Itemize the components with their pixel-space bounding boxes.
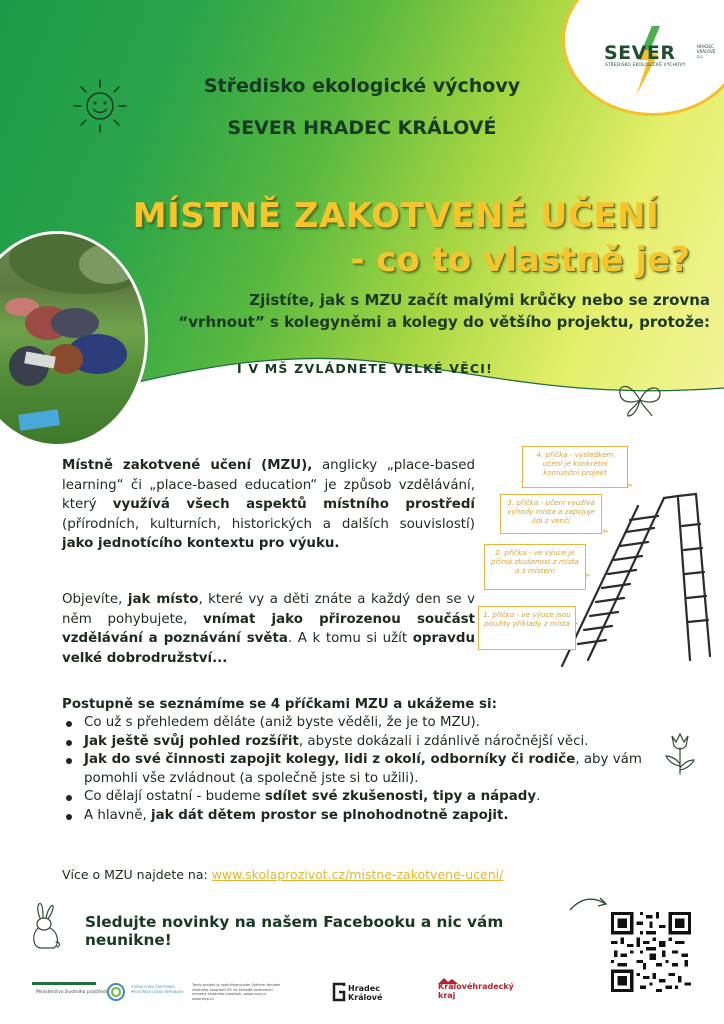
rabbit-icon (26, 902, 66, 952)
qr-code[interactable] (611, 912, 691, 992)
discover-text2: , které vy a děti znáte a každý den se v něm pohybujete, (62, 592, 475, 627)
curved-arrow-icon (568, 892, 612, 916)
discover-bold1: jak místo (127, 592, 199, 607)
logo-subtitle: STŘEDISKO EKOLOGICKÉ VÝCHOVY (605, 63, 686, 68)
list-heading: Postupně se seznámíme se 4 příčkami MZU a ukážeme si: (62, 697, 497, 712)
list-item (62, 714, 642, 733)
mzu-link[interactable]: www.skolaprozivot.cz/mistne-zakotvene-uceni/ (211, 867, 504, 882)
hradec-logo-icon (332, 982, 346, 1002)
ladder-step-2: 2. příčka - ve výuce je přímá zkušenost z místa a s místem (484, 544, 586, 590)
discover-bold2: vnímat jako přirozenou součást vzdělávání a poznávání světa (62, 611, 476, 647)
hradec-logo-text: Hradec Králové (348, 984, 383, 1002)
more-info (62, 867, 503, 882)
list-item-2-text: , abyste dokázali i zdánlivě náročnější věci. (298, 733, 589, 749)
ladder-step-3: 3. příčka - učení využívá výhody místa a zapojuje lidi z venčí (500, 494, 602, 534)
definition-text2: (přírodních, kulturních, historických a dalších souvislostí) (62, 516, 475, 532)
org-name-line1: Středisko ekologické výchovy (203, 75, 521, 97)
sfzp-logo-icon (106, 982, 126, 1002)
tulip-icon (660, 730, 700, 776)
intro-line2: “vrhnout” s kolegyněmi a kolegy do většího projektu, protože: (178, 313, 710, 331)
list-item-5-bold: jak dát dětem prostor se plnohodnotně zapojit. (151, 807, 509, 823)
list-item (62, 733, 642, 752)
facebook-callout: Sledujte novinky na našem Facebooku a nic vám neunikne! (85, 913, 504, 949)
discover-bold3: opravdu velké dobrodružství... (62, 631, 475, 666)
list-item (62, 751, 642, 788)
definition-term: Místně zakotvené učení (MZU), (62, 458, 313, 473)
list-item (62, 788, 642, 807)
mzp-logo-text: Ministerstvo životního prostředí (36, 990, 107, 995)
discover-paragraph (62, 590, 475, 668)
discover-text1: Objevíte, (62, 592, 128, 607)
mzp-logo-bar (32, 982, 96, 985)
list-item (62, 807, 642, 826)
funding-note: Tento projekt je spolufinancován Státním fondem životního prostředí ČR na základě rozhodnutí ministra životního prostředí. www.mzp.cz www.sfzp.cz (192, 983, 281, 1001)
list-item-4-text: Co dělají ostatní - budeme (84, 789, 265, 804)
definition-text1: anglicky „place-based learning“ či „place-based education“ je způsob vzdělávání, který (62, 458, 475, 513)
motto: I V MŠ ZVLÁDNETE VELKÉ VĚCI! (236, 361, 494, 376)
list-item-4-bold: sdílet své zkušenosti, tipy a nápady (264, 789, 537, 804)
list-item-2-bold: Jak ještě svůj pohled rozšířit (84, 733, 299, 749)
list-item-3-bold: Jak do své činnosti zapojit kolegy, lidi z okolí, odborníky či rodiče (84, 752, 576, 767)
main-subtitle: - co to vlastně je? (350, 240, 690, 280)
ladder-step-4: 4. příčka - výsledkem učení je konkrétní komunitní projekt (522, 446, 628, 488)
list-item-4-end: . (536, 789, 541, 804)
definition-paragraph (62, 456, 475, 554)
list-item-1-text: Co už s přehledem děláte (aniž byste věděli, že je to MZU). (84, 715, 481, 730)
logo-side-text: HRADEC KRÁLOVÉ z.s. (697, 44, 716, 59)
ladder-step-1: 1. příčka - ve výuce jsou použity příklady z místa (478, 606, 576, 650)
org-name-line2: SEVER HRADEC KRÁLOVÉ (227, 117, 497, 139)
kraj-logo-text: Královéhradecký kraj (438, 982, 514, 1000)
benefits-list (62, 714, 642, 825)
list-item-3-text: , aby vám pomohli vše zvládnout (a společně jste si to užili). (84, 752, 642, 786)
discover-text3: . A k tomu si užít (287, 631, 413, 647)
main-title: MÍSTNĚ ZAKOTVENÉ UČENÍ (132, 196, 660, 236)
definition-bold2: využívá všech aspektů místního prostředí (112, 497, 475, 513)
logo-name: SEVER (604, 42, 676, 64)
list-item-5-text: A hlavně, (84, 807, 151, 823)
more-info-label: Více o MZU najdete na: (62, 867, 212, 882)
sfzp-logo-text: STÁTNÍ FOND ŽIVOTNÍHO PROSTŘEDÍ ČESKÉ REPUBLIKY (131, 985, 184, 994)
intro-line1: Zjistíte, jak s MZU začít malými krůčky nebo se zrovna (249, 291, 710, 309)
definition-bold3: jako jednotícího kontextu pro výuku. (62, 536, 340, 552)
butterfly-icon (616, 378, 664, 418)
